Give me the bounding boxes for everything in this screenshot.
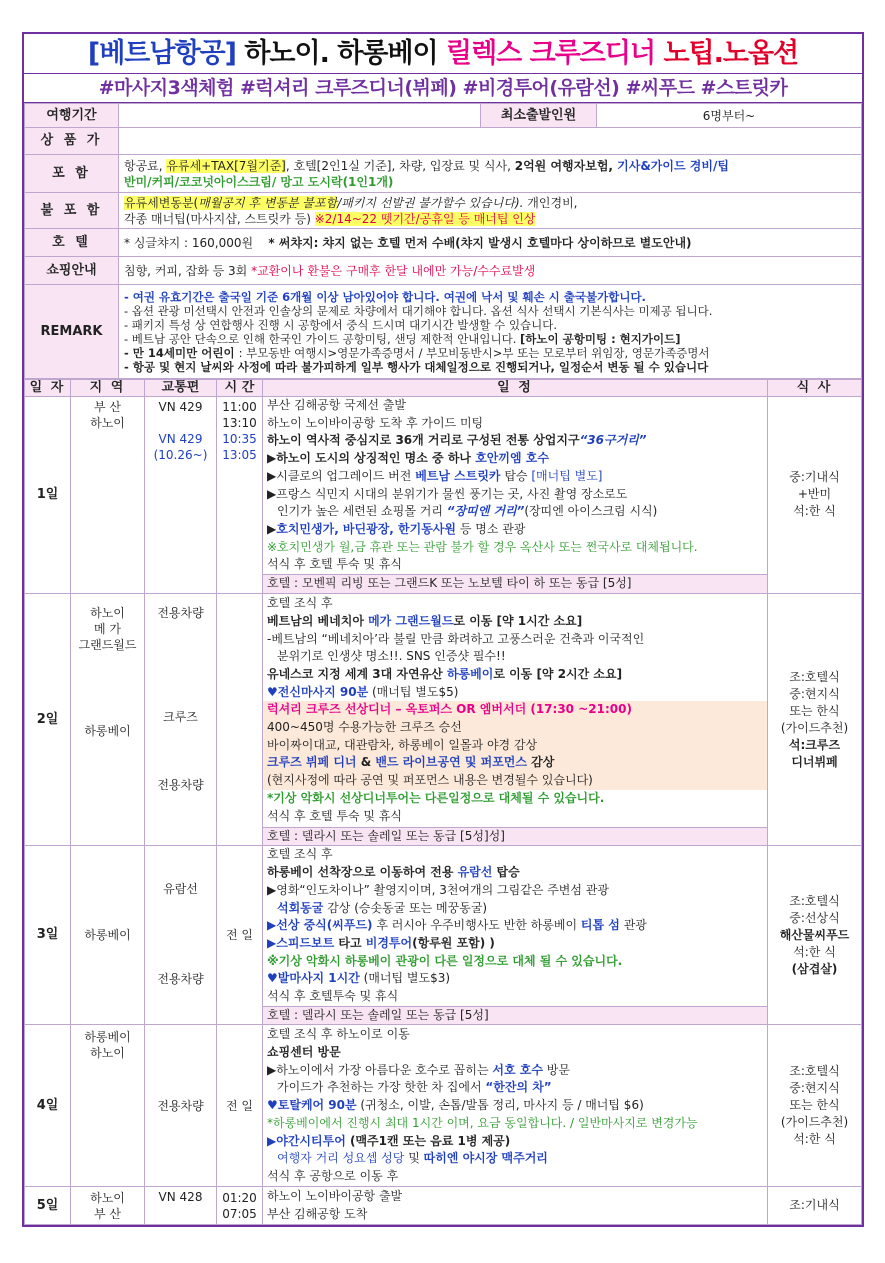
price-label: 상 품 가	[25, 128, 119, 155]
exclude-label: 불 포 함	[25, 193, 119, 229]
page-title: [베트남항공] 하노이. 하롱베이 릴렉스 크루즈디너 노팁.노옵션	[24, 34, 862, 74]
day5-meals: 조:기내식	[768, 1187, 862, 1225]
day1-hotel: 호텔 : 모벤픽 리빙 또는 그랜드K 또는 노보텔 타이 하 또는 동급 [5성]	[263, 575, 768, 594]
day4-schedule: 호텔 조식 후 하노이로 이동 쇼핑센터 방문 ▶하노이에서 가장 아름다운 호수로 꼽히는 서호 호수 방문 가이드가 추천하는 가장 핫한 차 집에서 “한잔의 차” ♥토탈케어 90분 (귀청소, 이발, 손톱/발톱 정리, 마사지 등 / 매너팁 $6) *하롱베이에서 진행시 최대 1시간 이며, 요금 동일합니다. / 일반마사지로 변경가능 ▶야간시티투어 (맥주1캔 또는 음료 1병 제공) 여행자 거리 성요셉 성당 및 따히엔 야시장 맥주거리 석식 후 공항으로 이동 후	[263, 1025, 768, 1187]
remark-value: - 여권 유효기간은 출국일 기준 6개월 이상 남아있어야 합니다. 여권에 낙서 및 훼손 시 출국불가합니다. - 옵션 관광 미선택시 안전과 인솔상의 문제로 차량에서 대기해야 합니다. 옵션 식사 선택시 기본식사는 미제공 됩니다. - 패키지 특성 상 연합행사 진행 시 공항에서 중식 드시며 대기시간 발생할 수 있습니다. - 베트남 공안 단속으로 인해 한국인 가이드 공항미팅, 샌딩 제한적 안내입니다. [하노이 공항미팅 : 현지가이드] - 만 14세미만 어린이 : 부모동반 여행시>영문가족증명서 / 부모비동반시>부 또는 모로부터 위임장, 영문가족증명서 - 항공 및 현지 날씨와 사정에 따라 불가피하게 일부 행사가 대체일정으로 진행되거나, 일정순서 변동 될 수 있습니다	[119, 285, 862, 379]
day3-meals: 조:호텔식 중:선상식 해산물씨푸드 석:한 식 (삼겹살)	[768, 846, 862, 1025]
period-value	[119, 104, 481, 128]
day2-schedule: 호텔 조식 후 베트남의 베네치아 메가 그랜드월드로 이동 [약 1시간 소요] -베트남의 “베네치아’라 불릴 만큼 화려하고 고풍스러운 건축과 이국적인 분위기로 인생샷 명소!!. SNS 인증샷 필수!! 유네스코 지정 세계 3대 자연유산 하롱베이로 이동 [약 2시간 소요] ♥전신마사지 90분 (매너팁 별도$5) 럭셔리 크루즈 선상디너 – 옥토퍼스 OR 엠버서더 (17:30 ~21:00) 400~450명 수용가능한 크루즈 승선 바이짜이대교, 대관람차, 하롱베이 일몰과 야경 감상 크루즈 뷔페 디너 & 밴드 라이브공연 및 퍼포먼스 감상 (현지사정에 따라 공연 및 퍼포먼스 내용은 변경될수 있습니다) *기상 악화시 선상디너투어는 다른일정으로 대체될 수 있습니다. 석식 후 호텔 투숙 및 휴식	[263, 593, 768, 827]
day5-schedule: 하노이 노이바이공항 출발 부산 김해공항 도착	[263, 1187, 768, 1225]
day2-meals: 조:호텔식 중:현지식 또는 한식 (가이드추천) 석:크루즈 디너뷔페	[768, 593, 862, 846]
shopping-value: 침향, 커피, 잡화 등 3회 *교환이나 환불은 구매후 한달 내에만 가능/수수료발생	[119, 257, 862, 285]
day1-meals: 중:기내식 +반미 석:한 식	[768, 397, 862, 594]
itinerary-table	[24, 379, 862, 1225]
day4-meals: 조:호텔식 중:현지식 또는 한식 (가이드추천) 석:한 식	[768, 1025, 862, 1187]
day2-row: 2일 하노이 메 가 그랜드월드 하롱베이 전용차량 크루즈 전용차량 호텔 조식 후 베트남의 베네치아 메가 그랜드월드로 이동 [약 1시간 소요] -베트남의 “베네치아’라 불릴 만큼 화려하고 고풍스러운 건축과 이국적인 분위기로 인생샷 명소!!. SNS 인증샷 필수!! 유네스코 지정 세계 3대 자연유산 하롱베이로 이동 [약 2시간 소요] ♥전신마사지 90분 (매너팁 별도$5) 럭셔리 크루즈 선상디너 – 옥토퍼스 OR 엠버서더 (17:30 ~21:00) 400~450명 수용가능한 크루즈 승선 바이짜이대교, 대관람차, 하롱베이 일몰과 야경 감상 크루즈 뷔페 디너 & 밴드 라이브공연 및 퍼포먼스 감상 (현지사정에 따라 공연 및 퍼포먼스 내용은 변경될수 있습니다) *기상 악화시 선상디너투어는 다른일정으로 대체될 수 있습니다. 석식 후 호텔 투숙 및 휴식 조:호텔식 중:현지식 또는 한식 (가이드추천) 석:크루즈 디너뷔페	[25, 593, 862, 827]
day3-hotel: 호텔 : 델라시 또는 솔레일 또는 동급 [5성]	[263, 1006, 768, 1025]
itinerary-sheet	[22, 32, 864, 1227]
period-label: 여행기간	[25, 104, 119, 128]
hotel-label: 호 텔	[25, 229, 119, 257]
min-pax-value: 6명부터~	[597, 104, 862, 128]
price-value	[119, 128, 862, 155]
day3-schedule: 호텔 조식 후 하롱베이 선착장으로 이동하여 전용 유람선 탑승 ▶영화“인도차이나” 촬영지이며, 3천여개의 그림같은 주변섬 관광 석회동굴 감상 (승솟동굴 또는 메꿍동굴) ▶선상 중식(씨푸드) 후 러시아 우주비행사도 반한 하롱베이 티톱 섬 관광 ▶스피드보트 타고 비경투어(항루원 포함) ) ※기상 악화시 하롱베이 관광이 다른 일정으로 대체 될 수 있습니다. ♥발마사지 1시간 (매너팁 별도$3) 석식 후 호텔투숙 및 휴식	[263, 846, 768, 1006]
day3-row: 3일 하롱베이 유람선 전용차량 전 일 호텔 조식 후 하롱베이 선착장으로 이동하여 전용 유람선 탑승 ▶영화“인도차이나” 촬영지이며, 3천여개의 그림같은 주변섬 관광 석회동굴 감상 (승솟동굴 또는 메꿍동굴) ▶선상 중식(씨푸드) 후 러시아 우주비행사도 반한 하롱베이 티톱 섬 관광 ▶스피드보트 타고 비경투어(항루원 포함) ) ※기상 악화시 하롱베이 관광이 다른 일정으로 대체 될 수 있습니다. ♥발마사지 1시간 (매너팁 별도$3) 석식 후 호텔투숙 및 휴식 조:호텔식 중:선상식 해산물씨푸드 석:한 식 (삼겹살)	[25, 846, 862, 1006]
min-pax-label: 최소출발인원	[481, 104, 597, 128]
hotel-value: * 싱글챠지 : 160,000원 * 써챠지: 챠지 없는 호텔 먼저 수배(챠지 발생시 호텔마다 상이하므로 별도안내)	[119, 229, 862, 257]
include-label: 포 함	[25, 155, 119, 193]
exclude-value: 유류세변동분(매월공지 후 변동분 불포함/패키지 선발권 불가할수 있습니다). 개인경비, 각종 매너팁(마사지샵, 스트릿카 등) ※2/14~22 뗏기간/공휴일 등 매너팁 인상	[119, 193, 862, 229]
hashtag-line: #마사지3색체험 #럭셔리 크루즈디너(뷔페) #비경투어(유람선) #씨푸드 #스트릿카	[24, 74, 862, 103]
info-table	[24, 103, 862, 379]
itinerary-header: 일 자 지 역 교통편 시 간 일 정 식 사	[25, 380, 862, 397]
shopping-label: 쇼핑안내	[25, 257, 119, 285]
include-value: 항공료, 유류세+TAX[7월기준], 호텔[2인1실 기준], 차량, 입장료 및 식사, 2억원 여행자보험, 기사&가이드 경비/팁 반미/커피/코코넛아이스크림/ 망고 도시락(1인1개)	[119, 155, 862, 193]
day2-hotel: 호텔 : 델라시 또는 솔레일 또는 동급 [5성]성]	[263, 827, 768, 846]
day1-schedule: 부산 김해공항 국제선 출발 하노이 노이바이공항 도착 후 가이드 미팅 하노이 역사적 중심지로 36개 거리로 구성된 전통 상업지구“36구거리” ▶하노이 도시의 상징적인 명소 중 하나 호안끼엠 호수 ▶시클로의 업그레이드 버전 베트남 스트릿카 탑승 [매너팁 별도] ▶프랑스 식민지 시대의 분위기가 물씬 풍기는 곳, 사진 촬영 장소로도 인기가 높은 세련된 쇼핑몰 거리 “장띠엔 거리”(장띠엔 아이스크림 시식) ▶호치민생가, 바딘광장, 한기동사원 등 명소 관광 ※호치민생가 월,금 휴관 또는 관람 불가 할 경우 옥산사 또는 쩐국사로 대체됩니다. 석식 후 호텔 투숙 및 휴식	[263, 397, 768, 575]
day5-row: 5일 하노이 부 산 VN 428 01:20 07:05 하노이 노이바이공항 출발 부산 김해공항 도착 조:기내식	[25, 1187, 862, 1225]
remark-label: REMARK	[25, 285, 119, 379]
day1-row: 1일 부 산 하노이 VN 429 VN 429 (10.26~) 11:00 13:10 10:35 13:05 부산 김해공항 국제선 출발 하노이 노이바이공항 도착 후 가이드 미팅 하노이 역사적 중심지로 36개 거리로 구성된 전통 상업지구“36구거리” ▶하노이 도시의 상징적인 명소 중 하나 호안끼엠 호수 ▶시클로의 업그레이드 버전 베트남 스트릿카 탑승 [매너팁 별도] ▶프랑스 식민지 시대의 분위기가 물씬 풍기는 곳, 사진 촬영 장소로도 인기가 높은 세련된 쇼핑몰 거리 “장띠엔 거리”(장띠엔 아이스크림 시식) ▶호치민생가, 바딘광장, 한기동사원 등 명소 관광 ※호치민생가 월,금 휴관 또는 관람 불가 할 경우 옥산사 또는 쩐국사로 대체됩니다. 석식 후 호텔 투숙 및 휴식 중:기내식 +반미 석:한 식	[25, 397, 862, 575]
day4-row: 4일 하롱베이 하노이 전용차량 전 일 호텔 조식 후 하노이로 이동 쇼핑센터 방문 ▶하노이에서 가장 아름다운 호수로 꼽히는 서호 호수 방문 가이드가 추천하는 가장 핫한 차 집에서 “한잔의 차” ♥토탈케어 90분 (귀청소, 이발, 손톱/발톱 정리, 마사지 등 / 매너팁 $6) *하롱베이에서 진행시 최대 1시간 이며, 요금 동일합니다. / 일반마사지로 변경가능 ▶야간시티투어 (맥주1캔 또는 음료 1병 제공) 여행자 거리 성요셉 성당 및 따히엔 야시장 맥주거리 석식 후 공항으로 이동 후 조:호텔식 중:현지식 또는 한식 (가이드추천) 석:한 식	[25, 1025, 862, 1187]
